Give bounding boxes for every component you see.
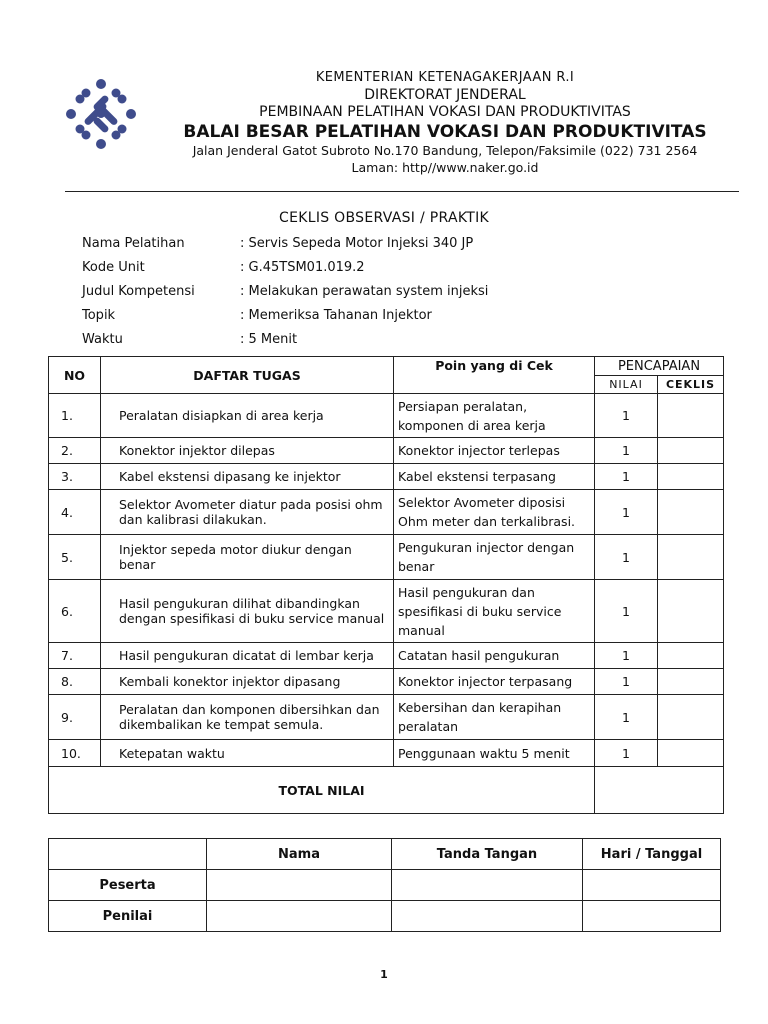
- table-row: [49, 740, 724, 767]
- row-point: Konektor injector terpasang: [394, 669, 595, 695]
- row-score: 1: [595, 535, 658, 580]
- row-check-cell[interactable]: [658, 490, 724, 535]
- signature-header-blank: [49, 839, 207, 870]
- row-number: 1.: [49, 394, 101, 438]
- row-task: Peralatan dan komponen dibersihkan dan dikembalikan ke tempat semula.: [101, 695, 394, 740]
- document-title: CEKLIS OBSERVASI / PRAKTIK: [279, 210, 489, 226]
- row-task: Injektor sepeda motor diukur dengan benar: [101, 535, 394, 580]
- address-line: Jalan Jenderal Gatot Subroto No.170 Bandung, Telepon/Faksimile (022) 731 2564: [192, 143, 698, 158]
- row-point: Penggunaan waktu 5 menit: [394, 740, 595, 767]
- info-label: Judul Kompetensi: [82, 284, 195, 299]
- table-row: [49, 535, 724, 580]
- row-score: 1: [595, 490, 658, 535]
- signature-header-date: Hari / Tanggal: [583, 839, 721, 870]
- row-score: 1: [595, 580, 658, 643]
- header-divider: [65, 191, 739, 192]
- row-point: Kebersihan dan kerapihan peralatan: [394, 695, 595, 740]
- header-no: NO: [49, 357, 101, 394]
- row-task: Kembali konektor injektor dipasang: [101, 669, 394, 695]
- row-task: Hasil pengukuran dilihat dibandingkan dengan spesifikasi di buku service manual: [101, 580, 394, 643]
- info-value: : Melakukan perawatan system injeksi: [240, 284, 489, 299]
- assessor-signature-cell[interactable]: [392, 901, 583, 932]
- assessor-name-cell[interactable]: [207, 901, 392, 932]
- info-value: : 5 Menit: [240, 332, 298, 347]
- total-row: [49, 767, 724, 814]
- row-check-cell[interactable]: [658, 740, 724, 767]
- row-point: Konektor injector terlepas: [394, 438, 595, 464]
- division-name: PEMBINAAN PELATIHAN VOKASI DAN PRODUKTIVITAS: [259, 104, 631, 120]
- row-number: 10.: [49, 740, 101, 767]
- row-score: 1: [595, 394, 658, 438]
- table-row: [49, 464, 724, 490]
- row-number: 6.: [49, 580, 101, 643]
- signature-row-participant: [49, 870, 721, 901]
- table-row: [49, 438, 724, 464]
- row-check-cell[interactable]: [658, 535, 724, 580]
- signature-header-sign: Tanda Tangan: [392, 839, 583, 870]
- row-task: Peralatan disiapkan di area kerja: [101, 394, 394, 438]
- participant-signature-cell[interactable]: [392, 870, 583, 901]
- row-check-cell[interactable]: [658, 643, 724, 669]
- header-point: Poin yang di Cek: [394, 357, 595, 394]
- signature-row-assessor: [49, 901, 721, 932]
- participant-name-cell[interactable]: [207, 870, 392, 901]
- info-value: : Servis Sepeda Motor Injeksi 340 JP: [240, 236, 474, 251]
- total-value-cell[interactable]: [595, 767, 724, 814]
- row-check-cell[interactable]: [658, 580, 724, 643]
- participant-date-cell[interactable]: [583, 870, 721, 901]
- info-label: Topik: [82, 308, 116, 323]
- row-check-cell[interactable]: [658, 464, 724, 490]
- row-point: Catatan hasil pengukuran: [394, 643, 595, 669]
- institution-name: BALAI BESAR PELATIHAN VOKASI DAN PRODUKTIVITAS: [183, 122, 707, 142]
- website-line: Laman: http//www.naker.go.id: [351, 160, 539, 175]
- row-number: 2.: [49, 438, 101, 464]
- header-score: NILAI: [595, 376, 658, 394]
- row-check-cell[interactable]: [658, 438, 724, 464]
- row-task: Kabel ekstensi dipasang ke injektor: [101, 464, 394, 490]
- row-number: 5.: [49, 535, 101, 580]
- row-number: 3.: [49, 464, 101, 490]
- total-label: TOTAL NILAI: [49, 767, 595, 814]
- table-row: [49, 394, 724, 438]
- row-score: 1: [595, 740, 658, 767]
- row-point: Pengukuran injector dengan benar: [394, 535, 595, 580]
- header-check: CEKLIS: [658, 376, 724, 394]
- signature-header-name: Nama: [207, 839, 392, 870]
- signature-role-assessor: Penilai: [49, 901, 207, 932]
- row-check-cell[interactable]: [658, 669, 724, 695]
- signature-header-row: [49, 839, 721, 870]
- row-point: Kabel ekstensi terpasang: [394, 464, 595, 490]
- ministry-logo: [62, 75, 140, 153]
- row-task: Selektor Avometer diatur pada posisi ohm dan kalibrasi dilakukan.: [101, 490, 394, 535]
- row-point: Hasil pengukuran dan spesifikasi di buku service manual: [394, 580, 595, 643]
- row-check-cell[interactable]: [658, 394, 724, 438]
- table-row: [49, 695, 724, 740]
- row-score: 1: [595, 669, 658, 695]
- row-number: 9.: [49, 695, 101, 740]
- row-score: 1: [595, 695, 658, 740]
- row-point: Persiapan peralatan, komponen di area kerja: [394, 394, 595, 438]
- row-point: Selektor Avometer diposisi Ohm meter dan terkalibrasi.: [394, 490, 595, 535]
- table-row: [49, 669, 724, 695]
- checklist-table: [48, 356, 724, 814]
- assessor-date-cell[interactable]: [583, 901, 721, 932]
- row-score: 1: [595, 643, 658, 669]
- header-achievement: PENCAPAIAN: [595, 357, 724, 376]
- header-task: DAFTAR TUGAS: [101, 357, 394, 394]
- directorate-name: DIREKTORAT JENDERAL: [364, 87, 526, 103]
- row-number: 7.: [49, 643, 101, 669]
- row-score: 1: [595, 464, 658, 490]
- info-label: Waktu: [82, 332, 123, 347]
- table-row: [49, 643, 724, 669]
- row-check-cell[interactable]: [658, 695, 724, 740]
- row-task: Ketepatan waktu: [101, 740, 394, 767]
- ministry-name: KEMENTERIAN KETENAGAKERJAAN R.I: [315, 70, 575, 85]
- info-label: Kode Unit: [82, 260, 145, 275]
- table-row: [49, 580, 724, 643]
- info-value: : Memeriksa Tahanan Injektor: [240, 308, 432, 323]
- info-label: Nama Pelatihan: [82, 236, 185, 251]
- table-row: [49, 490, 724, 535]
- row-task: Hasil pengukuran dicatat di lembar kerja: [101, 643, 394, 669]
- row-score: 1: [595, 438, 658, 464]
- row-number: 8.: [49, 669, 101, 695]
- signature-table: [48, 838, 721, 932]
- info-value: : G.45TSM01.019.2: [240, 260, 365, 275]
- row-task: Konektor injektor dilepas: [101, 438, 394, 464]
- row-number: 4.: [49, 490, 101, 535]
- page-number: 1: [380, 968, 388, 981]
- signature-role-participant: Peserta: [49, 870, 207, 901]
